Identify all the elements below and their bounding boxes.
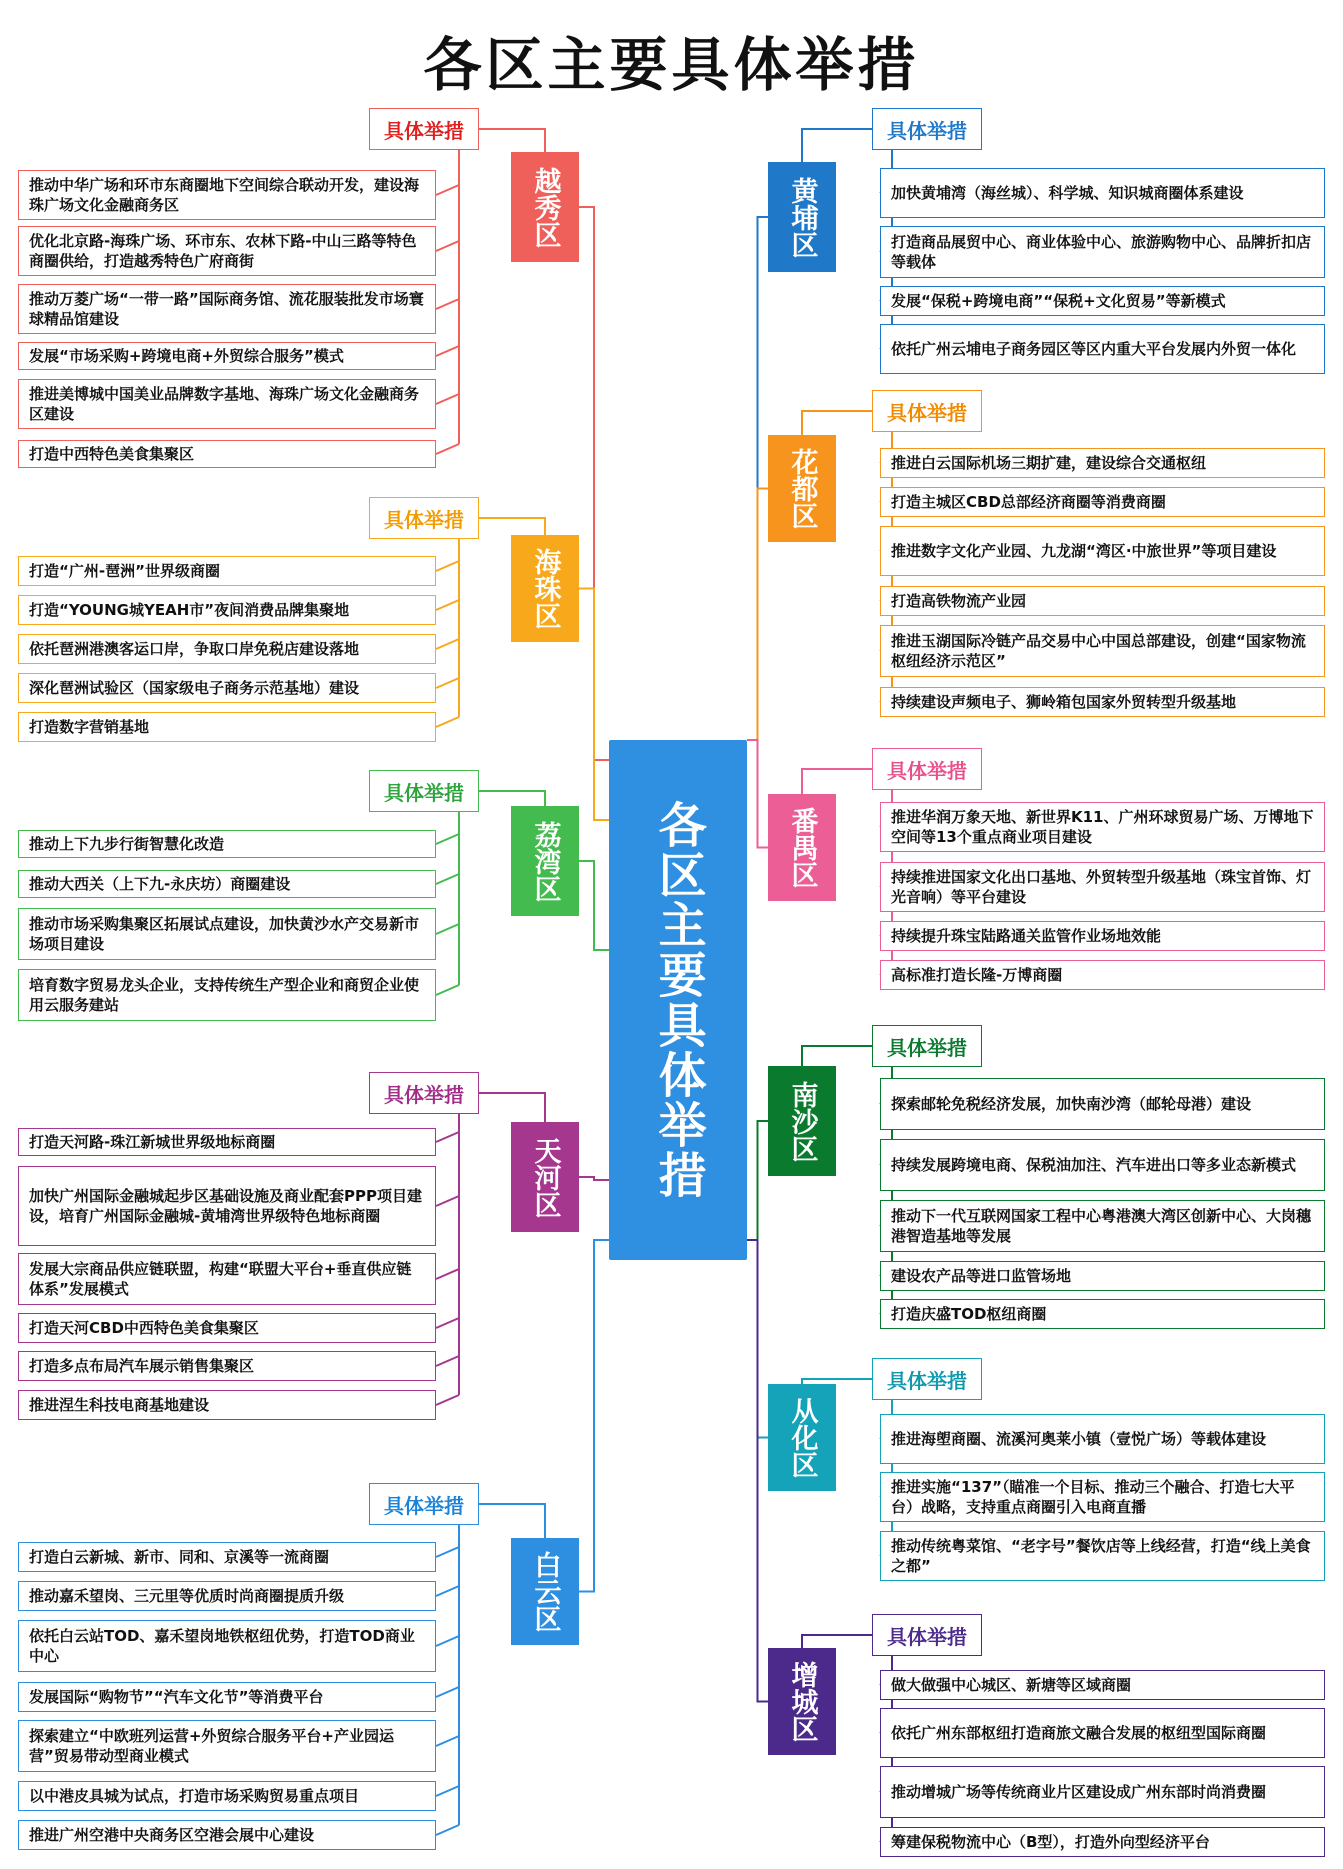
district-6-branch-line [747, 489, 768, 741]
district-1-item-line [436, 639, 459, 649]
district-1-item: 打造“广州-琶洲”世界级商圈 [18, 556, 436, 586]
central-node: 各区主要具体举措 [609, 740, 747, 1260]
district-4-heading: 具体举措 [369, 1483, 479, 1525]
district-5-node: 黄埔区 [768, 162, 836, 272]
district-3-item: 打造多点布局汽车展示销售集聚区 [18, 1351, 436, 1381]
district-4-branch-line [579, 1240, 609, 1592]
district-1-item: 打造数字营销基地 [18, 712, 436, 742]
district-4-item-line [436, 1547, 459, 1557]
district-3-branch-line [579, 1177, 609, 1180]
district-6-node: 花都区 [768, 435, 836, 542]
district-7-item: 推进华润万象天地、新世界K11、广州环球贸易广场、万博地下空间等13个重点商业项目建设 [880, 802, 1325, 852]
district-4-item: 探索建立“中欧班列运营+外贸综合服务平台+产业园运营”贸易带动型商业模式 [18, 1720, 436, 1772]
district-2-branch-line [579, 861, 609, 950]
district-10-node: 增城区 [768, 1648, 836, 1755]
district-8-branch-line [747, 1121, 768, 1240]
district-9-heading: 具体举措 [872, 1358, 982, 1400]
district-0-item-line [436, 299, 459, 309]
district-8-item: 推动下一代互联网国家工程中心粤港澳大湾区创新中心、大岗穗港智造基地等发展 [880, 1200, 1325, 1252]
district-6-item: 打造高铁物流产业园 [880, 586, 1325, 616]
district-1-node: 海珠区 [511, 535, 579, 642]
district-4-item: 依托白云站TOD、嘉禾望岗地铁枢纽优势，打造TOD商业中心 [18, 1620, 436, 1672]
district-5-heading: 具体举措 [872, 108, 982, 150]
district-0-heading-line [479, 129, 545, 152]
district-1-item-line [436, 717, 459, 727]
district-6-item: 打造主城区CBD总部经济商圈等消费商圈 [880, 487, 1325, 517]
district-3-item-line [436, 1269, 459, 1279]
district-4-item-line [436, 1825, 459, 1835]
district-1-heading: 具体举措 [369, 497, 479, 539]
district-5-item: 加快黄埔湾（海丝城）、科学城、知识城商圈体系建设 [880, 168, 1325, 218]
district-2-item: 培育数字贸易龙头企业，支持传统生产型企业和商贸企业使用云服务建站 [18, 969, 436, 1021]
district-0-item: 推动万菱广场“一带一路”国际商务馆、流花服装批发市场寰球精品馆建设 [18, 284, 436, 334]
district-3-item-line [436, 1318, 459, 1328]
district-4-item: 以中港皮具城为试点，打造市场采购贸易重点项目 [18, 1781, 436, 1811]
district-3-node: 天河区 [511, 1122, 579, 1232]
district-3-item-line [436, 1356, 459, 1366]
district-2-heading-line [479, 791, 545, 806]
district-5-heading-line [802, 129, 872, 162]
district-8-heading: 具体举措 [872, 1025, 982, 1067]
district-4-item: 推进广州空港中央商务区空港会展中心建设 [18, 1820, 436, 1850]
district-3-item: 加快广州国际金融城起步区基础设施及商业配套PPP项目建设，培育广州国际金融城-黄埔湾世界级特色地标商圈 [18, 1166, 436, 1246]
district-0-item: 发展“市场采购+跨境电商+外贸综合服务”模式 [18, 342, 436, 370]
district-7-heading-line [802, 769, 872, 794]
district-0-item: 推进美博城中国美业品牌数字基地、海珠广场文化金融商务区建设 [18, 379, 436, 429]
district-4-node: 白云区 [511, 1538, 579, 1645]
district-1-branch-line [579, 589, 609, 821]
district-10-item: 依托广州东部枢纽打造商旅文融合发展的枢纽型国际商圈 [880, 1708, 1325, 1758]
district-5-item: 依托广州云埔电子商务园区等区内重大平台发展内外贸一体化 [880, 324, 1325, 374]
district-2-item-line [436, 985, 459, 995]
district-3-item: 发展大宗商品供应链联盟，构建“联盟大平台+垂直供应链体系”发展模式 [18, 1253, 436, 1305]
district-5-item: 打造商品展贸中心、商业体验中心、旅游购物中心、品牌折扣店等载体 [880, 226, 1325, 278]
district-8-item: 建设农产品等进口监管场地 [880, 1261, 1325, 1291]
district-0-item: 推动中华广场和环市东商圈地下空间综合联动开发，建设海珠广场文化金融商务区 [18, 170, 436, 220]
district-4-item-line [436, 1736, 459, 1746]
district-1-heading-line [479, 518, 545, 535]
district-5-item: 发展“保税+跨境电商”“保税+文化贸易”等新模式 [880, 286, 1325, 316]
district-0-item-line [436, 241, 459, 251]
district-0-item: 打造中西特色美食集聚区 [18, 440, 436, 468]
district-6-heading-line [802, 411, 872, 435]
district-0-node: 越秀区 [511, 152, 579, 262]
district-3-item-line [436, 1196, 459, 1206]
district-8-item: 探索邮轮免税经济发展，加快南沙湾（邮轮母港）建设 [880, 1078, 1325, 1130]
district-1-item-line [436, 678, 459, 688]
district-6-item: 推进数字文化产业园、九龙湖“湾区·中旅世界”等项目建设 [880, 526, 1325, 576]
district-2-node: 荔湾区 [511, 806, 579, 916]
district-4-item-line [436, 1586, 459, 1596]
district-2-item-line [436, 834, 459, 844]
district-3-item: 打造天河CBD中西特色美食集聚区 [18, 1313, 436, 1343]
district-3-item-line [436, 1395, 459, 1405]
district-6-heading: 具体举措 [872, 390, 982, 432]
district-9-item: 推进海塱商圈、流溪河奥莱小镇（壹悦广场）等载体建设 [880, 1414, 1325, 1464]
district-4-item: 发展国际“购物节”“汽车文化节”等消费平台 [18, 1682, 436, 1712]
district-7-branch-line [747, 740, 768, 848]
district-7-item: 高标准打造长隆-万博商圈 [880, 960, 1325, 990]
district-7-heading: 具体举措 [872, 748, 982, 790]
district-9-node: 从化区 [768, 1384, 836, 1491]
district-9-item: 推动传统粤菜馆、“老字号”餐饮店等上线经营，打造“线上美食之都” [880, 1531, 1325, 1581]
district-7-item: 持续提升珠宝陆路通关监管作业场地效能 [880, 921, 1325, 951]
district-10-branch-line [747, 1240, 768, 1702]
district-2-item: 推动市场采购集聚区拓展试点建设，加快黄沙水产交易新市场项目建设 [18, 908, 436, 960]
district-8-item: 持续发展跨境电商、保税油加注、汽车进出口等多业态新模式 [880, 1139, 1325, 1191]
page-title: 各区主要具体举措 [423, 31, 920, 99]
district-8-heading-line [802, 1046, 872, 1066]
district-0-item-line [436, 444, 459, 454]
district-3-heading: 具体举措 [369, 1072, 479, 1114]
district-0-heading: 具体举措 [369, 108, 479, 150]
district-3-item-line [436, 1132, 459, 1142]
district-4-item-line [436, 1687, 459, 1697]
district-0-item-line [436, 185, 459, 195]
district-2-heading: 具体举措 [369, 770, 479, 812]
district-2-item: 推动大西关（上下九-永庆坊）商圈建设 [18, 870, 436, 898]
district-0-item-line [436, 346, 459, 356]
district-10-heading: 具体举措 [872, 1614, 982, 1656]
district-10-item: 筹建保税物流中心（B型），打造外向型经济平台 [880, 1827, 1325, 1857]
district-1-item: 依托琶洲港澳客运口岸，争取口岸免税店建设落地 [18, 634, 436, 664]
district-1-item-line [436, 600, 459, 610]
district-9-item: 推进实施“137”（瞄准一个目标、推动三个融合、打造七大平台）战略，支持重点商圈引入电商直播 [880, 1472, 1325, 1522]
district-1-item-line [436, 561, 459, 571]
district-0-item: 优化北京路-海珠广场、环市东、农林下路-中山三路等特色商圈供给，打造越秀特色广府商街 [18, 226, 436, 276]
district-7-node: 番禺区 [768, 794, 836, 901]
district-4-item: 推动嘉禾望岗、三元里等优质时尚商圈提质升级 [18, 1581, 436, 1611]
district-4-heading-line [479, 1504, 545, 1538]
district-3-item: 推进涅生科技电商基地建设 [18, 1390, 436, 1420]
district-6-item: 推进玉湖国际冷链产品交易中心中国总部建设，创建“国家物流枢纽经济示范区” [880, 625, 1325, 677]
district-1-item: 深化琶洲试验区（国家级电子商务示范基地）建设 [18, 673, 436, 703]
district-10-item: 做大做强中心城区、新塘等区域商圈 [880, 1670, 1325, 1700]
district-4-item: 打造白云新城、新市、同和、京溪等一流商圈 [18, 1542, 436, 1572]
district-0-item-line [436, 394, 459, 404]
district-3-heading-line [479, 1093, 545, 1122]
district-8-item: 打造庆盛TOD枢纽商圈 [880, 1299, 1325, 1329]
district-1-item: 打造“YOUNG城YEAH市”夜间消费品牌集聚地 [18, 595, 436, 625]
district-6-item: 持续建设声频电子、狮岭箱包国家外贸转型升级基地 [880, 687, 1325, 717]
district-8-node: 南沙区 [768, 1066, 836, 1176]
district-10-heading-line [802, 1635, 872, 1648]
district-4-item-line [436, 1636, 459, 1646]
district-3-item: 打造天河路-珠江新城世界级地标商圈 [18, 1128, 436, 1156]
district-2-item: 推动上下九步行街智慧化改造 [18, 830, 436, 858]
district-4-item-line [436, 1786, 459, 1796]
district-2-item-line [436, 924, 459, 934]
district-10-item: 推动增城广场等传统商业片区建设成广州东部时尚消费圈 [880, 1766, 1325, 1818]
district-2-item-line [436, 874, 459, 884]
district-7-item: 持续推进国家文化出口基地、外贸转型升级基地（珠宝首饰、灯光音响）等平台建设 [880, 862, 1325, 912]
district-6-item: 推进白云国际机场三期扩建，建设综合交通枢纽 [880, 448, 1325, 478]
